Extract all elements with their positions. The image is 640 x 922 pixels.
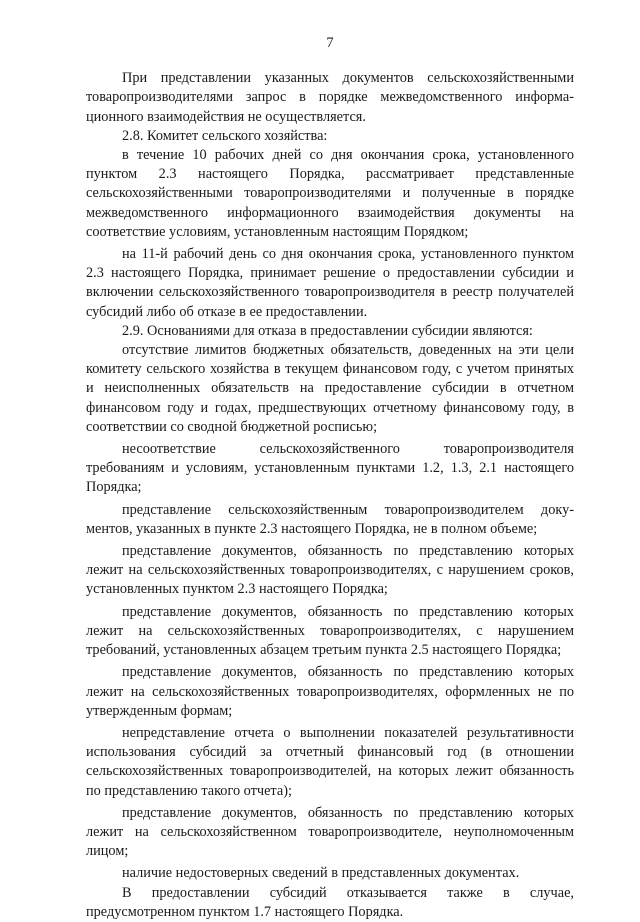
paragraph-section-2-8-heading: 2.8. Комитет сельского хозяйства: xyxy=(122,127,328,144)
document-page xyxy=(86,34,574,922)
paragraph-interagency-request: При представлении указанных документов сельскохозяйственными товаропроизводителями запрос в порядке межведомственного информационного взаимодействия не осуществляется. xyxy=(86,70,574,125)
paragraph-wrong-forms: представление документов, обязанность по представлению которых лежит на сельскохозяйственных товаропроизводителях, оформленных не по утвержденным формам; xyxy=(86,664,574,719)
page-number: 7 xyxy=(326,35,334,51)
paragraph-decision-day: на 11-й рабочий день со дня окончания срока, установленного пунктом 2.3 настоящего Порядка, принимает решение о предоставлении субсидии и включении сельскохозяйственного товаропроизводителя в реестр получателей субсидий либо об отказе в ее предоставлении. xyxy=(86,246,574,320)
paragraph-non-compliance: несоответствие сельскохозяйственного товаропроизводителя требованиям и условиям, установленным пунктами 1.2, 1.3, 2.1 настоящего Порядка; xyxy=(86,441,574,496)
paragraph-deadline-violation: представление документов, обязанность по представлению которых лежит на сельскохозяйственных товаропроизводителях, с нарушением сроков, установленных пунктом 2.3 настоящего Порядка; xyxy=(86,543,574,598)
paragraph-section-2-9-heading: 2.9. Основаниями для отказа в предоставлении субсидии являются: xyxy=(122,322,533,339)
paragraph-missing-report: непредставление отчета о выполнении показателей результативности использования субсидий за отчетный финансовый год (в отношении сельскохозяйственных товаропроизводителей, на которых лежит обязанность по представлению такого отчета); xyxy=(86,724,574,799)
paragraph-clause-1-7-refusal: В предоставлении субсидий отказывается также в случае, предусмотренном пунктом 1.7 настоящего Порядка. xyxy=(86,884,574,920)
paragraph-review-period: в течение 10 рабочих дней со дня окончания срока, установленного пунктом 2.3 настоящего Порядка, рассматривает представленные сельскохозяйственными товаропроизводителями и полученные в порядке межведомственного информационного взаимодействия документы на соответствие условиям, установленным настоящим Порядком; xyxy=(86,147,574,240)
paragraph-incomplete-documents: представление сельскохозяйственным товаропроизводителем документов, указанных в пункте 2.3 настоящего Порядка, не в полном объеме; xyxy=(86,501,574,537)
paragraph-requirements-violation: представление документов, обязанность по представлению которых лежит на сельскохозяйственных товаропроизводителях, с нарушением требований, установленных абзацем третьим пункта 2.5 настоящего Порядка; xyxy=(86,603,574,659)
paragraph-no-budget-limits: отсутствие лимитов бюджетных обязательств, доведенных на эти цели комитету сельского хозяйства в текущем финансовом году, с учетом принятых и неисполненных обязательств на предоставление субсидии в отчетном финансовом году и годах, предшествующих отчетному финансовому году, в соответствии со сводной бюджетной росписью; xyxy=(86,342,574,435)
paragraph-unauthorized-person: представление документов, обязанность по представлению которых лежит на сельскохозяйственном товаропроизводителе, неуполномоченным лицом; xyxy=(86,804,574,860)
paragraph-false-information: наличие недостоверных сведений в представленных документах. xyxy=(122,865,520,882)
